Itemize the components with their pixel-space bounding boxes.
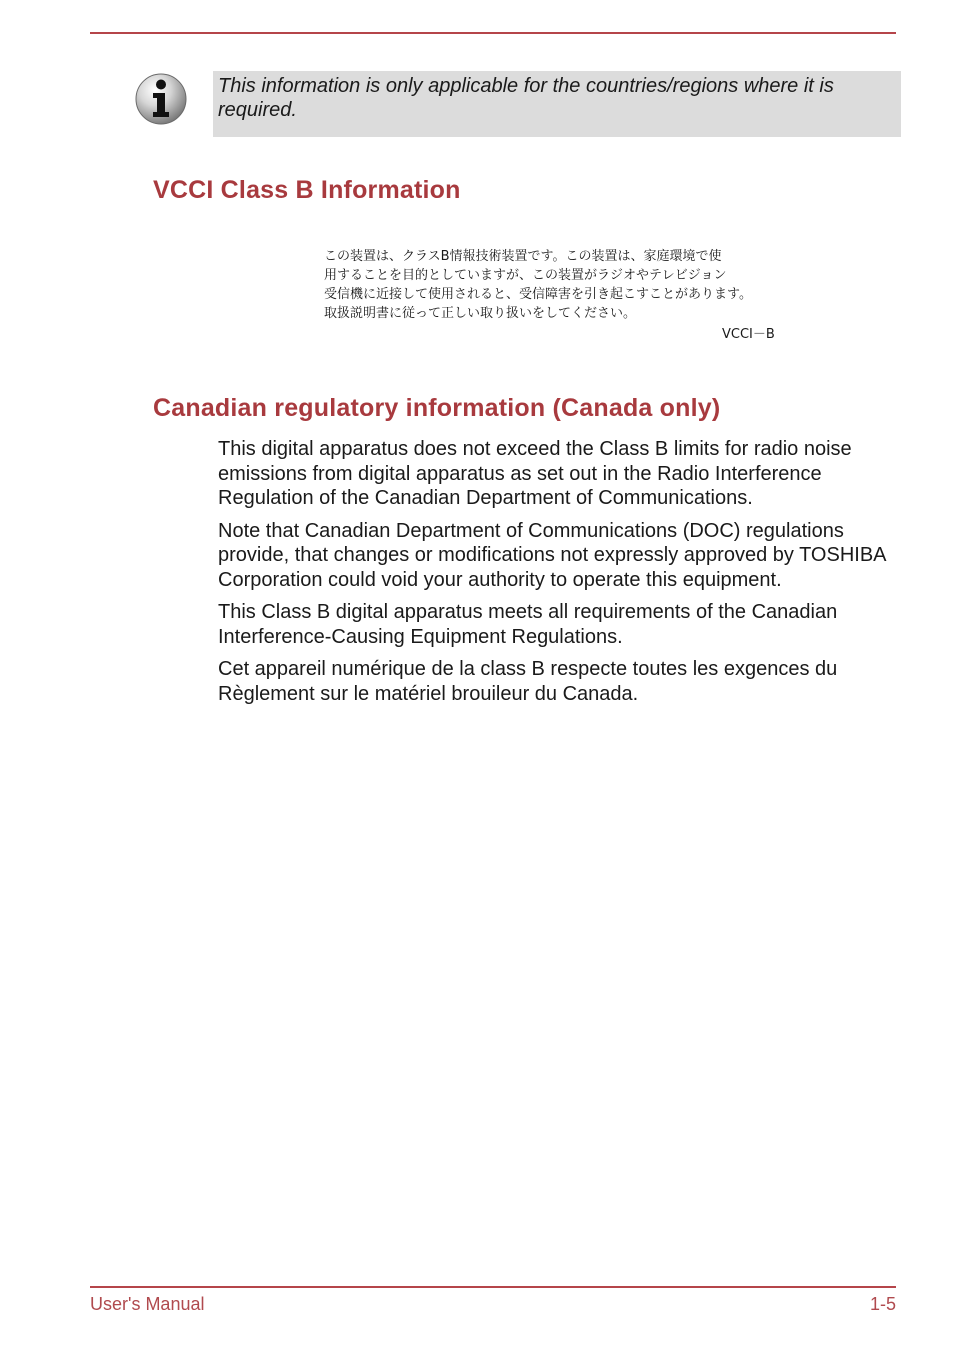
vcci-notice-line: 取扱説明書に従って正しい取り扱いをしてください。 [324, 306, 637, 321]
paragraph: This digital apparatus does not exceed the Class B limits for radio noise emissions from digital apparatus as set out in the Radio Interference Regulation of the Canadian Department of Communications. [218, 438, 852, 509]
footer-page-number: 1-5 [869, 1294, 896, 1314]
footer-manual-title: User's Manual [90, 1294, 205, 1314]
info-icon [134, 72, 188, 126]
canada-body [218, 437, 908, 714]
vcci-mark: VCCI－B [722, 327, 775, 342]
paragraph: Note that Canadian Department of Communications (DOC) regulations provide, that changes or modifications not expressly approved by TOSHIBA Corporation could void your authority to operate this equipment. [218, 519, 886, 591]
vcci-notice [324, 247, 804, 323]
footer-rule [90, 1286, 896, 1288]
canada-section-title: Canadian regulatory information (Canada only) [153, 394, 721, 422]
paragraph: This Class B digital apparatus meets all requirements of the Canadian Interference-Causing Equipment Regulations. [218, 601, 838, 648]
vcci-section-title: VCCI Class B Information [153, 176, 461, 204]
paragraph: Cet appareil numérique de la class B respecte toutes les exgences du Règlement sur le matériel brouileur du Canada. [218, 658, 838, 705]
note-box: This information is only applicable for the countries/regions where it is required. [213, 71, 901, 137]
header-rule [90, 32, 896, 34]
vcci-notice-line: この装置は、クラスB情報技術装置です。この装置は、家庭環境で使 [324, 249, 722, 264]
vcci-notice-line: 用することを目的としていますが、この装置がラジオやテレビジョン [324, 268, 727, 283]
vcci-notice-line: 受信機に近接して使用されると、受信障害を引き起こすことがあります。 [324, 287, 752, 302]
